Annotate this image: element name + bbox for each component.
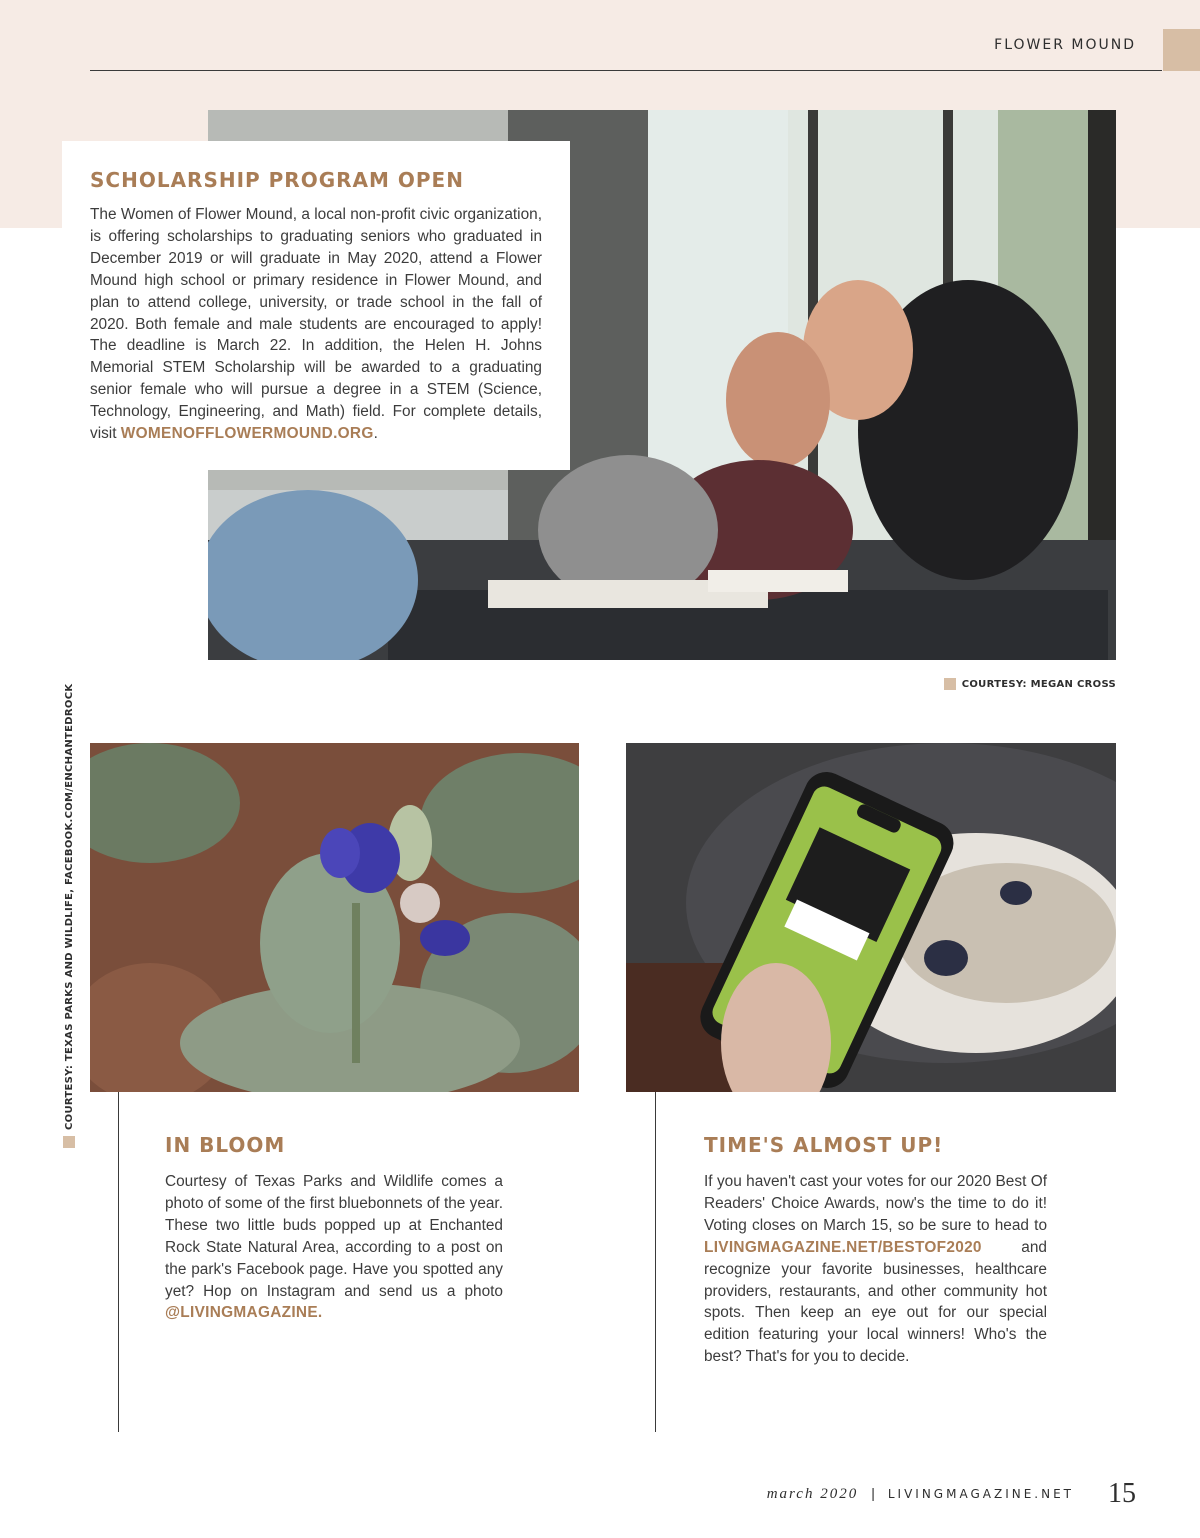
photo-credit-top xyxy=(944,678,1116,690)
bluebonnet-photo xyxy=(90,743,579,1092)
credit-marker xyxy=(944,678,956,690)
times-up-body-text-2: and recognize your favorite businesses, healthcare providers, restaurants, and other community hot spots. Then keep an eye out for our special edition featuring your local winners! Who's the best? That's for you to decide. xyxy=(704,1238,1047,1366)
in-bloom-article xyxy=(165,1133,503,1324)
footer-issue: march 2020 xyxy=(766,1486,859,1502)
photo-credit-side-text: COURTESY: TEXAS PARKS AND WILDLIFE, FACEBOOK.COM/ENCHANTEDROCK xyxy=(63,683,75,1130)
scholarship-body xyxy=(90,204,542,445)
scholarship-heading: SCHOLARSHIP PROGRAM OPEN xyxy=(90,168,464,192)
credit-marker-side xyxy=(63,1136,75,1148)
section-label: FLOWER MOUND xyxy=(994,37,1136,53)
footer-website[interactable]: LIVINGMAGAZINE.NET xyxy=(887,1487,1074,1501)
times-up-heading: TIME'S ALMOST UP! xyxy=(704,1133,944,1157)
in-bloom-heading: IN BLOOM xyxy=(165,1133,286,1157)
section-tab xyxy=(1163,29,1200,71)
column-rule-right xyxy=(655,1092,656,1432)
scholarship-body-end: . xyxy=(373,425,378,443)
times-up-body-text-1: If you haven't cast your votes for our 2020 Best Of Readers' Choice Awards, now's the time to do it! Voting closes on March 15, so be sure to head to xyxy=(704,1173,1047,1234)
footer-separator: | xyxy=(871,1485,875,1501)
in-bloom-body xyxy=(165,1171,503,1324)
times-up-body xyxy=(704,1171,1047,1368)
column-rule-left xyxy=(118,1092,119,1432)
page-number: 15 xyxy=(1108,1478,1136,1509)
scholarship-box xyxy=(62,141,570,470)
times-up-article xyxy=(704,1133,1047,1368)
scholarship-body-text: The Women of Flower Mound, a local non-profit civic organization, is offering scholarships to graduating seniors who graduated in December 2019 or will graduate in May 2020, attend a Flower Mound high school or primary residence in Flower Mound, and plan to attend college, university, or trade school in the fall of 2020. Both female and male students are encouraged to apply! The deadline is March 22. In addition, the Helen H. Johns Memorial STEM Scholarship will be awarded to a graduating senior female who will pursue a degree in a STEM (Science, Technology, Engineering, and Math) field. For complete details, visit xyxy=(90,206,542,443)
photo-credit-side xyxy=(63,684,75,1148)
phone-photo xyxy=(626,743,1116,1092)
header-rule xyxy=(90,70,1162,71)
photo-credit-top-text: COURTESY: MEGAN CROSS xyxy=(961,678,1116,690)
bestof-link[interactable]: LIVINGMAGAZINE.NET/BESTOF2020 xyxy=(704,1238,982,1256)
instagram-handle-link[interactable]: @LIVINGMAGAZINE. xyxy=(165,1304,323,1322)
in-bloom-body-text: Courtesy of Texas Parks and Wildlife comes a photo of some of the first bluebonnets of the year. These two little buds popped up at Enchanted Rock State Natural Area, according to a post on the park's Facebook page. Have you spotted any yet? Hop on Instagram and send us a photo xyxy=(165,1173,503,1300)
page-footer xyxy=(767,1485,1074,1503)
scholarship-link[interactable]: WOMENOFFLOWERMOUND.ORG xyxy=(120,425,374,443)
